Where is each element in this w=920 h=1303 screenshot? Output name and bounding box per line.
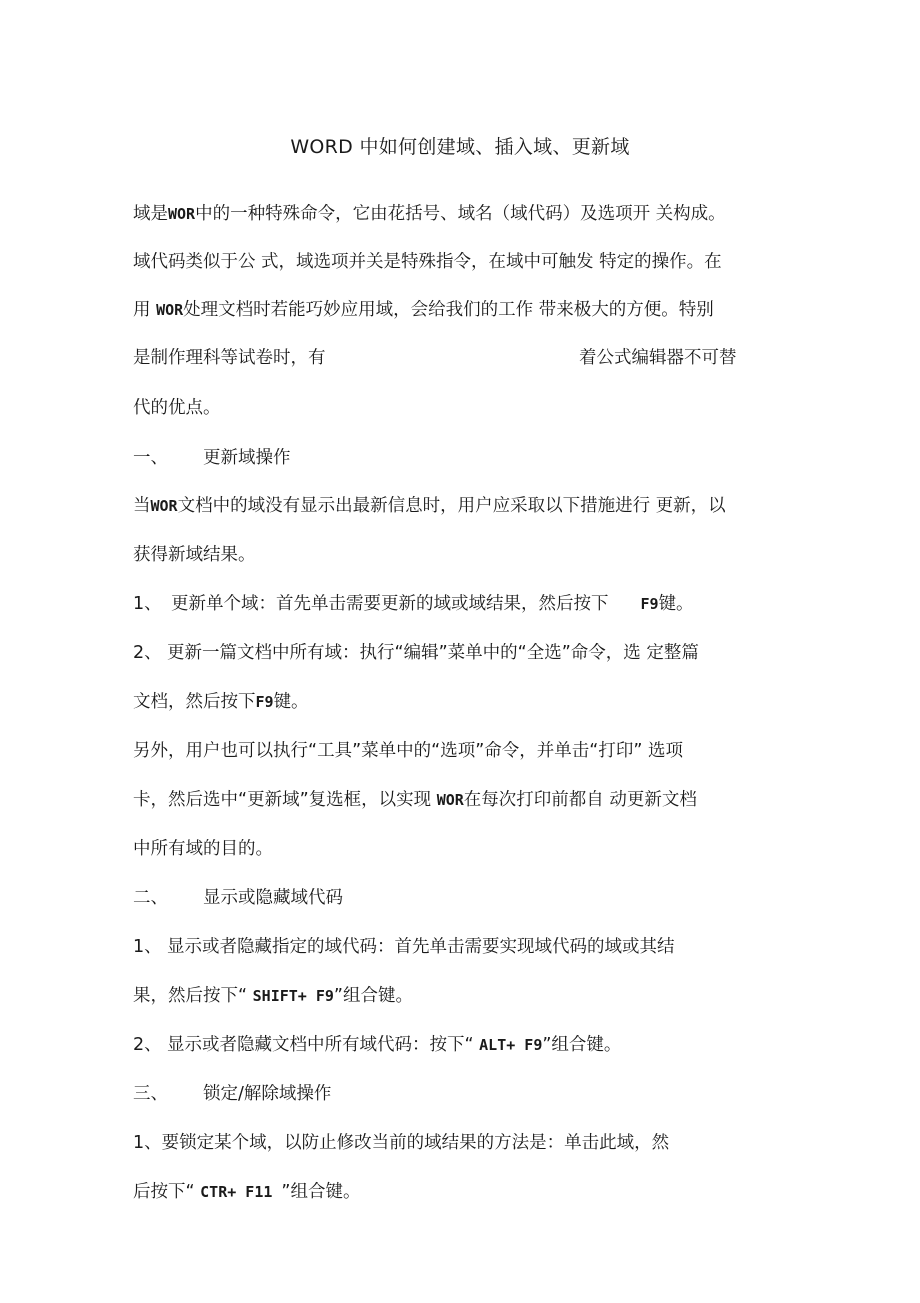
- intro-line-3: [133, 298, 714, 322]
- list-item-2: [133, 641, 699, 665]
- key-text: F9: [255, 693, 274, 711]
- text: ”组合键。: [333, 986, 413, 1006]
- text: 显示或者隐藏文档中所有域代码：按下“: [167, 1035, 480, 1055]
- text: 键。: [658, 594, 694, 614]
- intro-line-1: [133, 202, 726, 226]
- text: 用: [133, 300, 157, 320]
- text: 卡，然后选中“更新域”复选框，以实现: [133, 790, 437, 810]
- text: ”组合键。: [281, 1182, 361, 1202]
- section-heading-2: [133, 886, 343, 910]
- item-number: 2、: [133, 1035, 162, 1055]
- list-item-2: [133, 1033, 621, 1057]
- list-item-1-cont: [133, 1180, 361, 1204]
- text: 当: [133, 496, 151, 516]
- paragraph-line: 中所有域的目的。: [133, 839, 273, 859]
- text: 中的一种特殊命令，它由花括号、域名（域代码）及选项开 关构成。: [195, 204, 726, 224]
- text: 、要锁定某个域，以防止修改当前的域结果的方法是：单击此域，然: [144, 1133, 670, 1153]
- list-item-1-cont: [133, 984, 413, 1008]
- paragraph-line: [133, 788, 697, 812]
- list-item-1: [133, 592, 694, 616]
- item-number: 2、: [133, 643, 162, 663]
- key-text: SHIFT+ F9: [252, 987, 334, 1005]
- text: 显示或者隐藏指定的域代码：首先单击需要实现域代码的域或其结: [167, 937, 675, 957]
- text: 文档中的域没有显示出最新信息时，用户应采取以下措施进行 更新，以: [177, 496, 726, 516]
- section-heading-1: [133, 446, 291, 470]
- code-text: WOR: [436, 791, 464, 809]
- list-item-1: [133, 1131, 669, 1155]
- text: ”组合键。: [542, 1035, 622, 1055]
- key-text: F9: [640, 595, 659, 613]
- text: 在每次打印前都自 动更新文档: [463, 790, 697, 810]
- list-item-1: [133, 935, 675, 959]
- text: 更新单个域：首先单击需要更新的域或域结果，然后按下: [171, 594, 609, 614]
- section-number: 三、: [133, 1084, 168, 1104]
- paragraph-line: [133, 494, 726, 518]
- code-text: WOR: [168, 205, 196, 223]
- section-number: 二、: [133, 888, 168, 908]
- item-number: 1: [133, 1133, 145, 1153]
- paragraph-line: 另外，用户也可以执行“工具”菜单中的“选项”命令，并单击“打印” 选项: [133, 741, 683, 761]
- intro-line-2: 域代码类似于公 式，域选项并关是特殊指令，在域中可触发 特定的操作。在: [133, 252, 722, 272]
- key-text: CTR+ F11: [200, 1183, 282, 1201]
- section-heading-3: [133, 1082, 331, 1106]
- code-text: WOR: [150, 497, 178, 515]
- item-number: 1、: [133, 594, 162, 614]
- section-heading-text: 显示或隐藏域代码: [203, 888, 343, 908]
- document-title: WORD 中如何创建域、插入域、更新域: [290, 136, 630, 158]
- key-text: ALT+ F9: [479, 1036, 543, 1054]
- list-item-2-cont: [133, 690, 309, 714]
- paragraph-line: 获得新域结果。: [133, 545, 256, 565]
- text: 更新一篇文档中所有域：执行“编辑”菜单中的“全选”命令，选 定整篇: [167, 643, 699, 663]
- text: 果，然后按下“: [133, 986, 253, 1006]
- section-heading-text: 更新域操作: [203, 448, 291, 468]
- text: 域是: [133, 204, 168, 224]
- section-number: 一、: [133, 448, 168, 468]
- text: 键。: [273, 692, 309, 712]
- text: 处理文档时若能巧妙应用域，会给我们的工作 带来极大的方便。特别: [183, 300, 714, 320]
- intro-line-4: 是制作理科等试卷时，有: [133, 348, 326, 368]
- text: 文档，然后按下: [133, 692, 256, 712]
- section-heading-text: 锁定/解除域操作: [203, 1084, 332, 1104]
- intro-line-4-right: 着公式编辑器不可替: [579, 348, 737, 368]
- text: 后按下“: [133, 1182, 201, 1202]
- code-text: WOR: [156, 301, 184, 319]
- item-number: 1、: [133, 937, 162, 957]
- intro-line-5: 代的优点。: [133, 398, 221, 418]
